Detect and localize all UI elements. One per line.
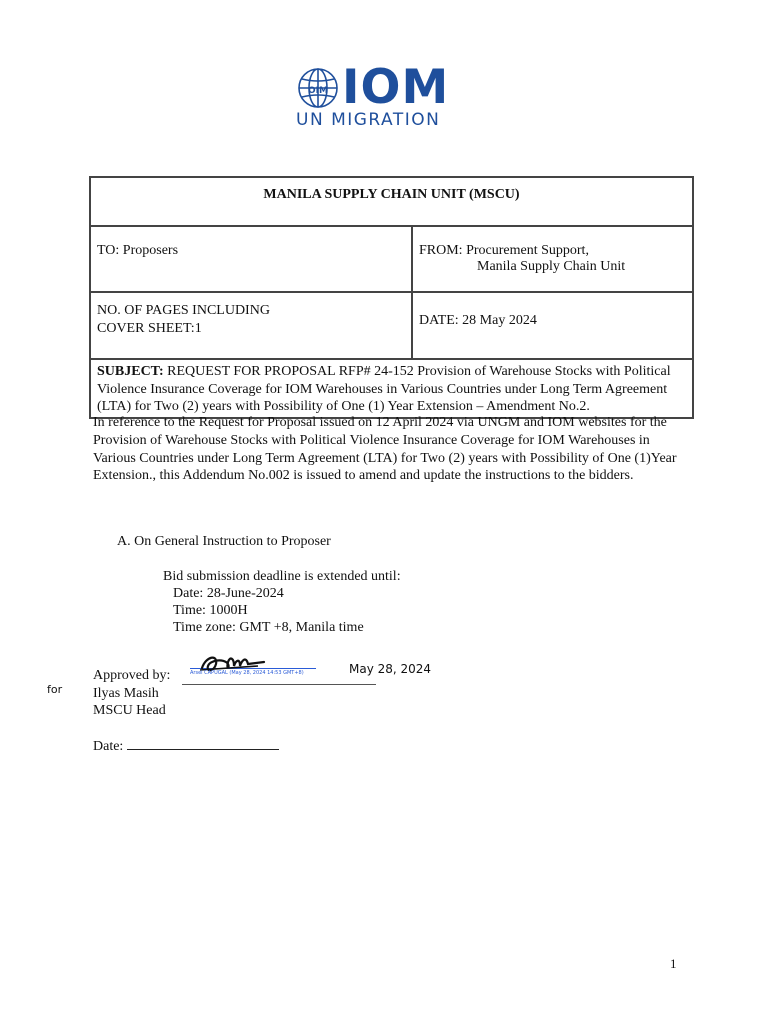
section-a-heading: A. On General Instruction to Proposer (117, 534, 331, 549)
date-signoff-label: Date: (93, 739, 127, 754)
signature-caption: Arsel CAPUGAL (May 28, 2024 14:53 GMT+8) (190, 670, 304, 676)
pages-field (90, 292, 412, 359)
deadline-date: Date: 28-June-2024 (173, 586, 284, 601)
iom-logo (296, 60, 466, 130)
signed-date: May 28, 2024 (349, 662, 432, 676)
un-emblem-icon (296, 66, 340, 110)
pages-line-1: NO. OF PAGES INCLUDING (97, 303, 270, 318)
logo-subtitle: UN MIGRATION (296, 110, 441, 130)
signatory-title: MSCU Head (93, 703, 166, 718)
date-blank-line (127, 736, 279, 750)
memo-title: MANILA SUPPLY CHAIN UNIT (MSCU) (90, 177, 693, 226)
deadline-timezone: Time zone: GMT +8, Manila time (173, 620, 364, 635)
subject-field (90, 359, 693, 418)
subject-label: SUBJECT: (97, 364, 164, 379)
from-line-2: Manila Supply Chain Unit (477, 259, 626, 274)
signatory-block (93, 685, 166, 719)
approved-by-label: Approved by: (93, 668, 171, 683)
deadline-block (163, 568, 401, 636)
iom-brand-text: IOM (342, 60, 450, 115)
date-signoff (93, 736, 279, 755)
subject-text: REQUEST FOR PROPOSAL RFP# 24-152 Provision of Warehouse Stocks with Political Violence Insurance Coverage for IOM Warehouses in Various Countries under Long Term Agreement (LTA) for Two (2) years with Possibility of One (1) Year Extension – Amendment No.2. (97, 364, 671, 414)
signatory-name: Ilyas Masih (93, 686, 159, 701)
for-label: for (47, 683, 63, 696)
deadline-intro: Bid submission deadline is extended until: (163, 569, 401, 584)
page-number: 1 (670, 956, 677, 971)
svg-text:OIM: OIM (308, 86, 328, 96)
date-field: DATE: 28 May 2024 (412, 292, 693, 359)
signature-line (182, 684, 376, 685)
deadline-time: Time: 1000H (173, 603, 248, 618)
memo-header-table (89, 176, 694, 419)
from-line-1: FROM: Procurement Support, (419, 243, 589, 258)
to-field: TO: Proposers (90, 226, 412, 292)
from-field (412, 226, 693, 292)
pages-line-2: COVER SHEET:1 (97, 321, 202, 336)
intro-paragraph: In reference to the Request for Proposal issued on 12 April 2024 via UNGM and IOM websites for the Provision of Warehouse Stocks with Political Violence Insurance Coverage for IOM Warehouses in Various Countries under Long Term Agreement (LTA) for Two (2) years with Possibility of One (1)Year Extension., this Addendum No.002 is issued to amend and update the instructions to the bidders. (93, 415, 677, 484)
